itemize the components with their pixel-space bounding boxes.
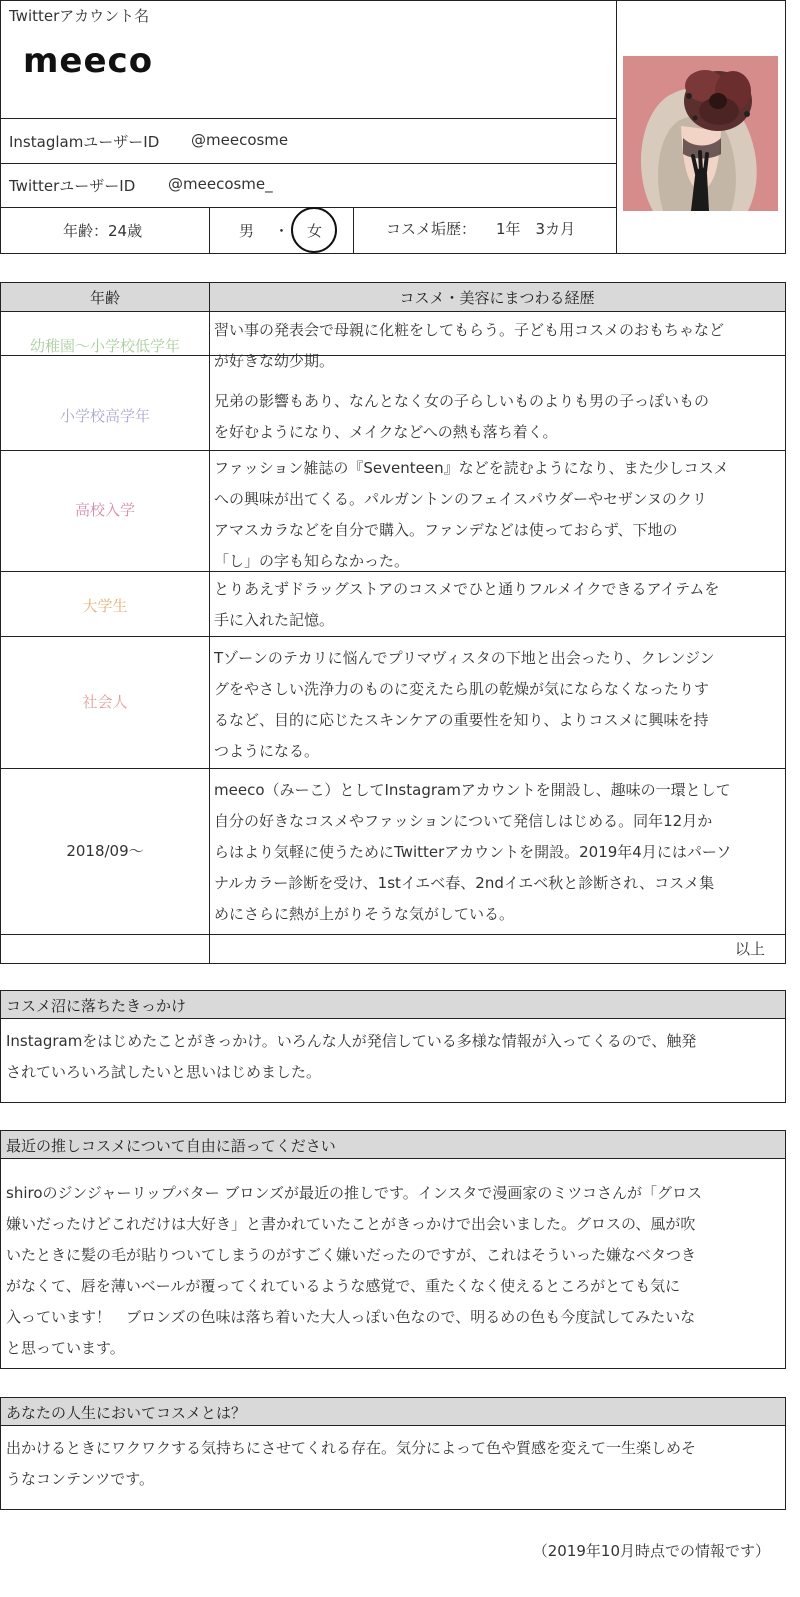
answer-line: と思っています。: [6, 1339, 125, 1357]
age-cell: 幼稚園～小学校低学年: [29, 337, 180, 355]
answer-line: 入っています！ ブロンズの色味は落ち着いた大人っぽい色なので、明るめの色も今度試してみたいな: [6, 1308, 696, 1326]
career-line: 兄弟の影響もあり、なんとなく女の子らしいものよりも男の子っぽいもの: [214, 392, 710, 410]
cosme-history-label: コスメ垢歴：: [386, 220, 477, 238]
career-cell: [214, 643, 782, 767]
answer-line: 嫌いだったけどこれだけは大好き」と書かれていたことがきっかけで出会いました。グロスの、風が吹: [6, 1215, 696, 1233]
career-line: めにさらに熱が上がりそうな気がしている。: [214, 905, 515, 923]
twitter-id-value: @meecosme_: [168, 175, 273, 193]
career-line: らはより気軽に使うためにTwitterアカウントを開設。2019年4月にはパーソ: [214, 843, 732, 861]
age-text: 年齢：24歳: [63, 222, 143, 240]
instagram-id-value: @meecosme: [191, 131, 289, 149]
career-line: ファッション雑誌の『Seventeen』などを読むようになり、また少しコスメ: [214, 459, 729, 477]
gender-male: 男: [239, 222, 255, 240]
career-line: るなど、目的に応じたスキンケアの重要性を知り、よりコスメに興味を持: [214, 711, 709, 729]
question-title: 最近の推しコスメについて自由に語ってください: [6, 1137, 336, 1155]
question-header: [1, 1398, 785, 1426]
age-cell: 2018/09～: [66, 842, 144, 860]
career-cell: [214, 386, 782, 448]
gender-female: 女: [307, 222, 323, 240]
career-line: ナルカラー診断を受け、1stイエベ春、2ndイエベ秋と診断され、コスメ集: [214, 874, 715, 892]
profile-card: [0, 0, 786, 254]
twitter-name-label: Twitterアカウント名: [9, 7, 150, 25]
age-cell: 高校入学: [74, 501, 135, 519]
career-line: アマスカラなどを自分で購入。ファンデなどは使っておらず、下地の: [214, 521, 678, 539]
age-cell: 大学生: [82, 597, 128, 615]
career-line: Tゾーンのテカリに悩んでプリマヴィスタの下地と出会ったり、クレンジン: [214, 649, 715, 667]
twitter-id-label: TwitterユーザーID: [9, 177, 136, 195]
answer-line: 出かけるときにワクワクする気持ちにさせてくれる存在。気分によって色や質感を変えて一生楽しめそ: [6, 1439, 697, 1457]
career-line: とりあえずドラッグストアのコスメでひと通りフルメイクできるアイテムを: [214, 580, 720, 598]
column-divider: [209, 283, 210, 963]
end-text: 以上: [734, 940, 765, 958]
divider: [616, 1, 617, 254]
answer-text: [6, 1026, 779, 1088]
twitter-account-name: meeco: [23, 41, 154, 81]
age-cell: 社会人: [82, 693, 128, 711]
question-header: [1, 991, 785, 1019]
row-divider: [1, 934, 785, 935]
cosme-history-table: [0, 282, 786, 964]
question-header: [1, 1131, 785, 1159]
career-cell: [214, 453, 782, 577]
answer-line: されていろいろ試したいと思いはじめました。: [6, 1063, 322, 1081]
avatar-illustration: [623, 56, 778, 211]
gender-separator: ・: [274, 222, 290, 240]
divider: [1, 163, 616, 164]
question-meaning: [0, 1397, 786, 1510]
answer-line: がなくて、唇を薄いベールが覆ってくれているような感覚で、重たくなく使えるところがとても気に: [6, 1277, 681, 1295]
avatar: [623, 56, 778, 211]
question-trigger: [0, 990, 786, 1103]
answer-line: Instagramをはじめたことがきっかけ。いろんな人が発信している多様な情報が入ってくるので、触発: [6, 1032, 697, 1050]
row-divider: [1, 636, 785, 637]
row-divider: [1, 768, 785, 769]
divider: [209, 207, 210, 254]
career-cell: [214, 574, 782, 636]
divider: [1, 118, 616, 119]
column-header-age: 年齢: [89, 289, 120, 307]
career-line: への興味が出てくる。パルガントンのフェイスパウダーやセザンヌのクリ: [214, 490, 708, 508]
career-line: meeco（みーこ）としてInstagramアカウントを開設し、趣味の一環として: [214, 781, 731, 799]
career-cell: [214, 775, 782, 930]
question-title: あなたの人生においてコスメとは？: [6, 1404, 247, 1422]
instagram-id-label: InstaglamユーザーID: [9, 133, 160, 151]
question-title: コスメ沼に落ちたきっかけ: [6, 997, 187, 1015]
career-line: つようになる。: [214, 742, 320, 760]
career-line: 「し」の字も知らなかった。: [214, 552, 410, 570]
answer-text: [6, 1178, 779, 1364]
column-header-career: コスメ・美容にまつわる経歴: [399, 289, 595, 307]
cosme-history-value: 1年 3カ月: [496, 220, 576, 238]
career-line: が好きな幼少期。: [214, 352, 335, 370]
divider: [353, 207, 354, 254]
question-recommend: [0, 1130, 786, 1369]
answer-text: [6, 1433, 779, 1495]
answer-line: shiroのジンジャーリップバター ブロンズが最近の推しです。インスタで漫画家のミツコさんが「グロス: [6, 1184, 703, 1202]
answer-line: いたときに髪の毛が貼りついてしまうのがすごく嫌いだったのですが、これはそういった嫌なベタつき: [6, 1246, 697, 1264]
answer-line: うなコンテンツです。: [6, 1470, 155, 1488]
footnote: （2019年10月時点での情報です）: [532, 1542, 770, 1560]
career-line: グをやさしい洗浄力のものに変えたら肌の乾燥が気にならなくなったりす: [214, 680, 710, 698]
row-divider: [1, 450, 785, 451]
career-line: 自分の好きなコスメやファッションについて発信しはじめる。同年12月か: [214, 812, 713, 830]
career-line: 習い事の発表会で母親に化粧をしてもらう。子ども用コスメのおもちゃなど: [214, 321, 725, 339]
career-line: 手に入れた記憶。: [214, 611, 335, 629]
age-cell: 小学校高学年: [59, 407, 150, 425]
career-line: を好むようになり、メイクなどへの熱も落ち着く。: [214, 423, 558, 441]
career-cell: [214, 315, 782, 377]
